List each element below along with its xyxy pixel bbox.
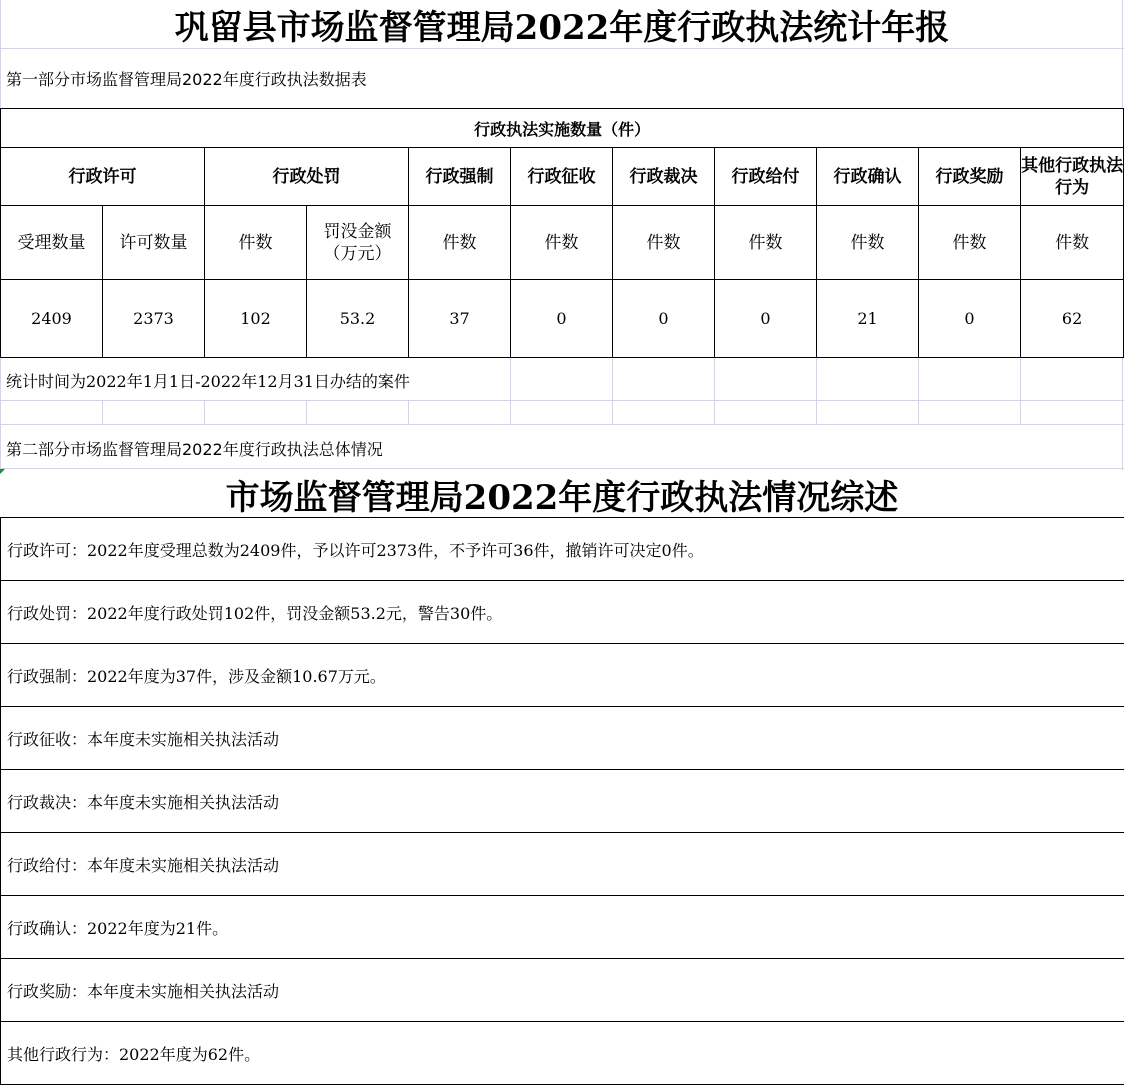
- value-cell: 102: [205, 280, 307, 358]
- summary-row: 行政奖励：本年度未实施相关执法活动: [1, 959, 1124, 1022]
- value-cell: 0: [919, 280, 1021, 358]
- category-header: 行政许可: [1, 148, 205, 206]
- category-header: 行政强制: [409, 148, 511, 206]
- value-cell: 0: [715, 280, 817, 358]
- summary-row: 行政裁决：本年度未实施相关执法活动: [1, 770, 1124, 833]
- summary-row: 其他行政行为：2022年度为62件。: [1, 1022, 1124, 1085]
- grid-line: [0, 424, 1124, 425]
- table-top-header: 行政执法实施数量（件）: [1, 109, 1124, 148]
- grid-line: [510, 358, 511, 424]
- sub-header: 受理数量: [1, 206, 103, 280]
- value-cell: 62: [1021, 280, 1124, 358]
- category-header: 行政裁决: [613, 148, 715, 206]
- sub-header: 件数: [817, 206, 919, 280]
- category-header: 行政确认: [817, 148, 919, 206]
- sub-header: 件数: [715, 206, 817, 280]
- category-header: 其他行政执法行为: [1021, 148, 1124, 206]
- grid-line: [306, 400, 307, 424]
- sub-header: 罚没金额（万元）: [307, 206, 409, 280]
- value-cell: 0: [613, 280, 715, 358]
- grid-line: [612, 358, 613, 424]
- value-cell: 0: [511, 280, 613, 358]
- value-cell: 2409: [1, 280, 103, 358]
- grid-line: [204, 400, 205, 424]
- grid-line: [918, 358, 919, 424]
- sub-header: 件数: [613, 206, 715, 280]
- report-title: 巩留县市场监督管理局2022年度行政执法统计年报: [174, 7, 950, 48]
- sub-header: 件数: [511, 206, 613, 280]
- part2-heading: 第二部分市场监督管理局2022年度行政执法总体情况: [6, 439, 383, 459]
- summary-row: 行政许可：2022年度受理总数为2409件，予以许可2373件，不予许可36件，撤销许可决定0件。: [1, 518, 1124, 581]
- summary-list: [0, 517, 1124, 1085]
- summary-row: 行政确认：2022年度为21件。: [1, 896, 1124, 959]
- grid-line: [0, 400, 1124, 401]
- sub-header: 件数: [919, 206, 1021, 280]
- category-header: 行政给付: [715, 148, 817, 206]
- grid-line: [816, 358, 817, 424]
- summary-row: 行政处罚：2022年度行政处罚102件，罚没金额53.2元，警告30件。: [1, 581, 1124, 644]
- grid-line: [1020, 358, 1021, 424]
- value-cell: 53.2: [307, 280, 409, 358]
- summary-row: 行政征收：本年度未实施相关执法活动: [1, 707, 1124, 770]
- value-cell: 2373: [103, 280, 205, 358]
- summary-row: 行政强制：2022年度为37件，涉及金额10.67万元。: [1, 644, 1124, 707]
- value-cell: 37: [409, 280, 511, 358]
- category-header: 行政奖励: [919, 148, 1021, 206]
- grid-line: [408, 400, 409, 424]
- category-header: 行政征收: [511, 148, 613, 206]
- category-header: 行政处罚: [205, 148, 409, 206]
- value-cell: 21: [817, 280, 919, 358]
- statistics-period-note: 统计时间为2022年1月1日-2022年12月31日办结的案件: [6, 371, 410, 391]
- grid-line: [1122, 358, 1123, 470]
- grid-line: [102, 400, 103, 424]
- part1-heading: 第一部分市场监督管理局2022年度行政执法数据表: [6, 69, 367, 89]
- summary-title: 市场监督管理局2022年度行政执法情况综述: [225, 477, 899, 518]
- sub-header: 许可数量: [103, 206, 205, 280]
- summary-row: 行政给付：本年度未实施相关执法活动: [1, 833, 1124, 896]
- sub-header: 件数: [205, 206, 307, 280]
- grid-line: [0, 358, 1, 470]
- sub-header: 件数: [409, 206, 511, 280]
- grid-line: [714, 358, 715, 424]
- enforcement-stats-table: [0, 108, 1124, 358]
- sub-header: 件数: [1021, 206, 1124, 280]
